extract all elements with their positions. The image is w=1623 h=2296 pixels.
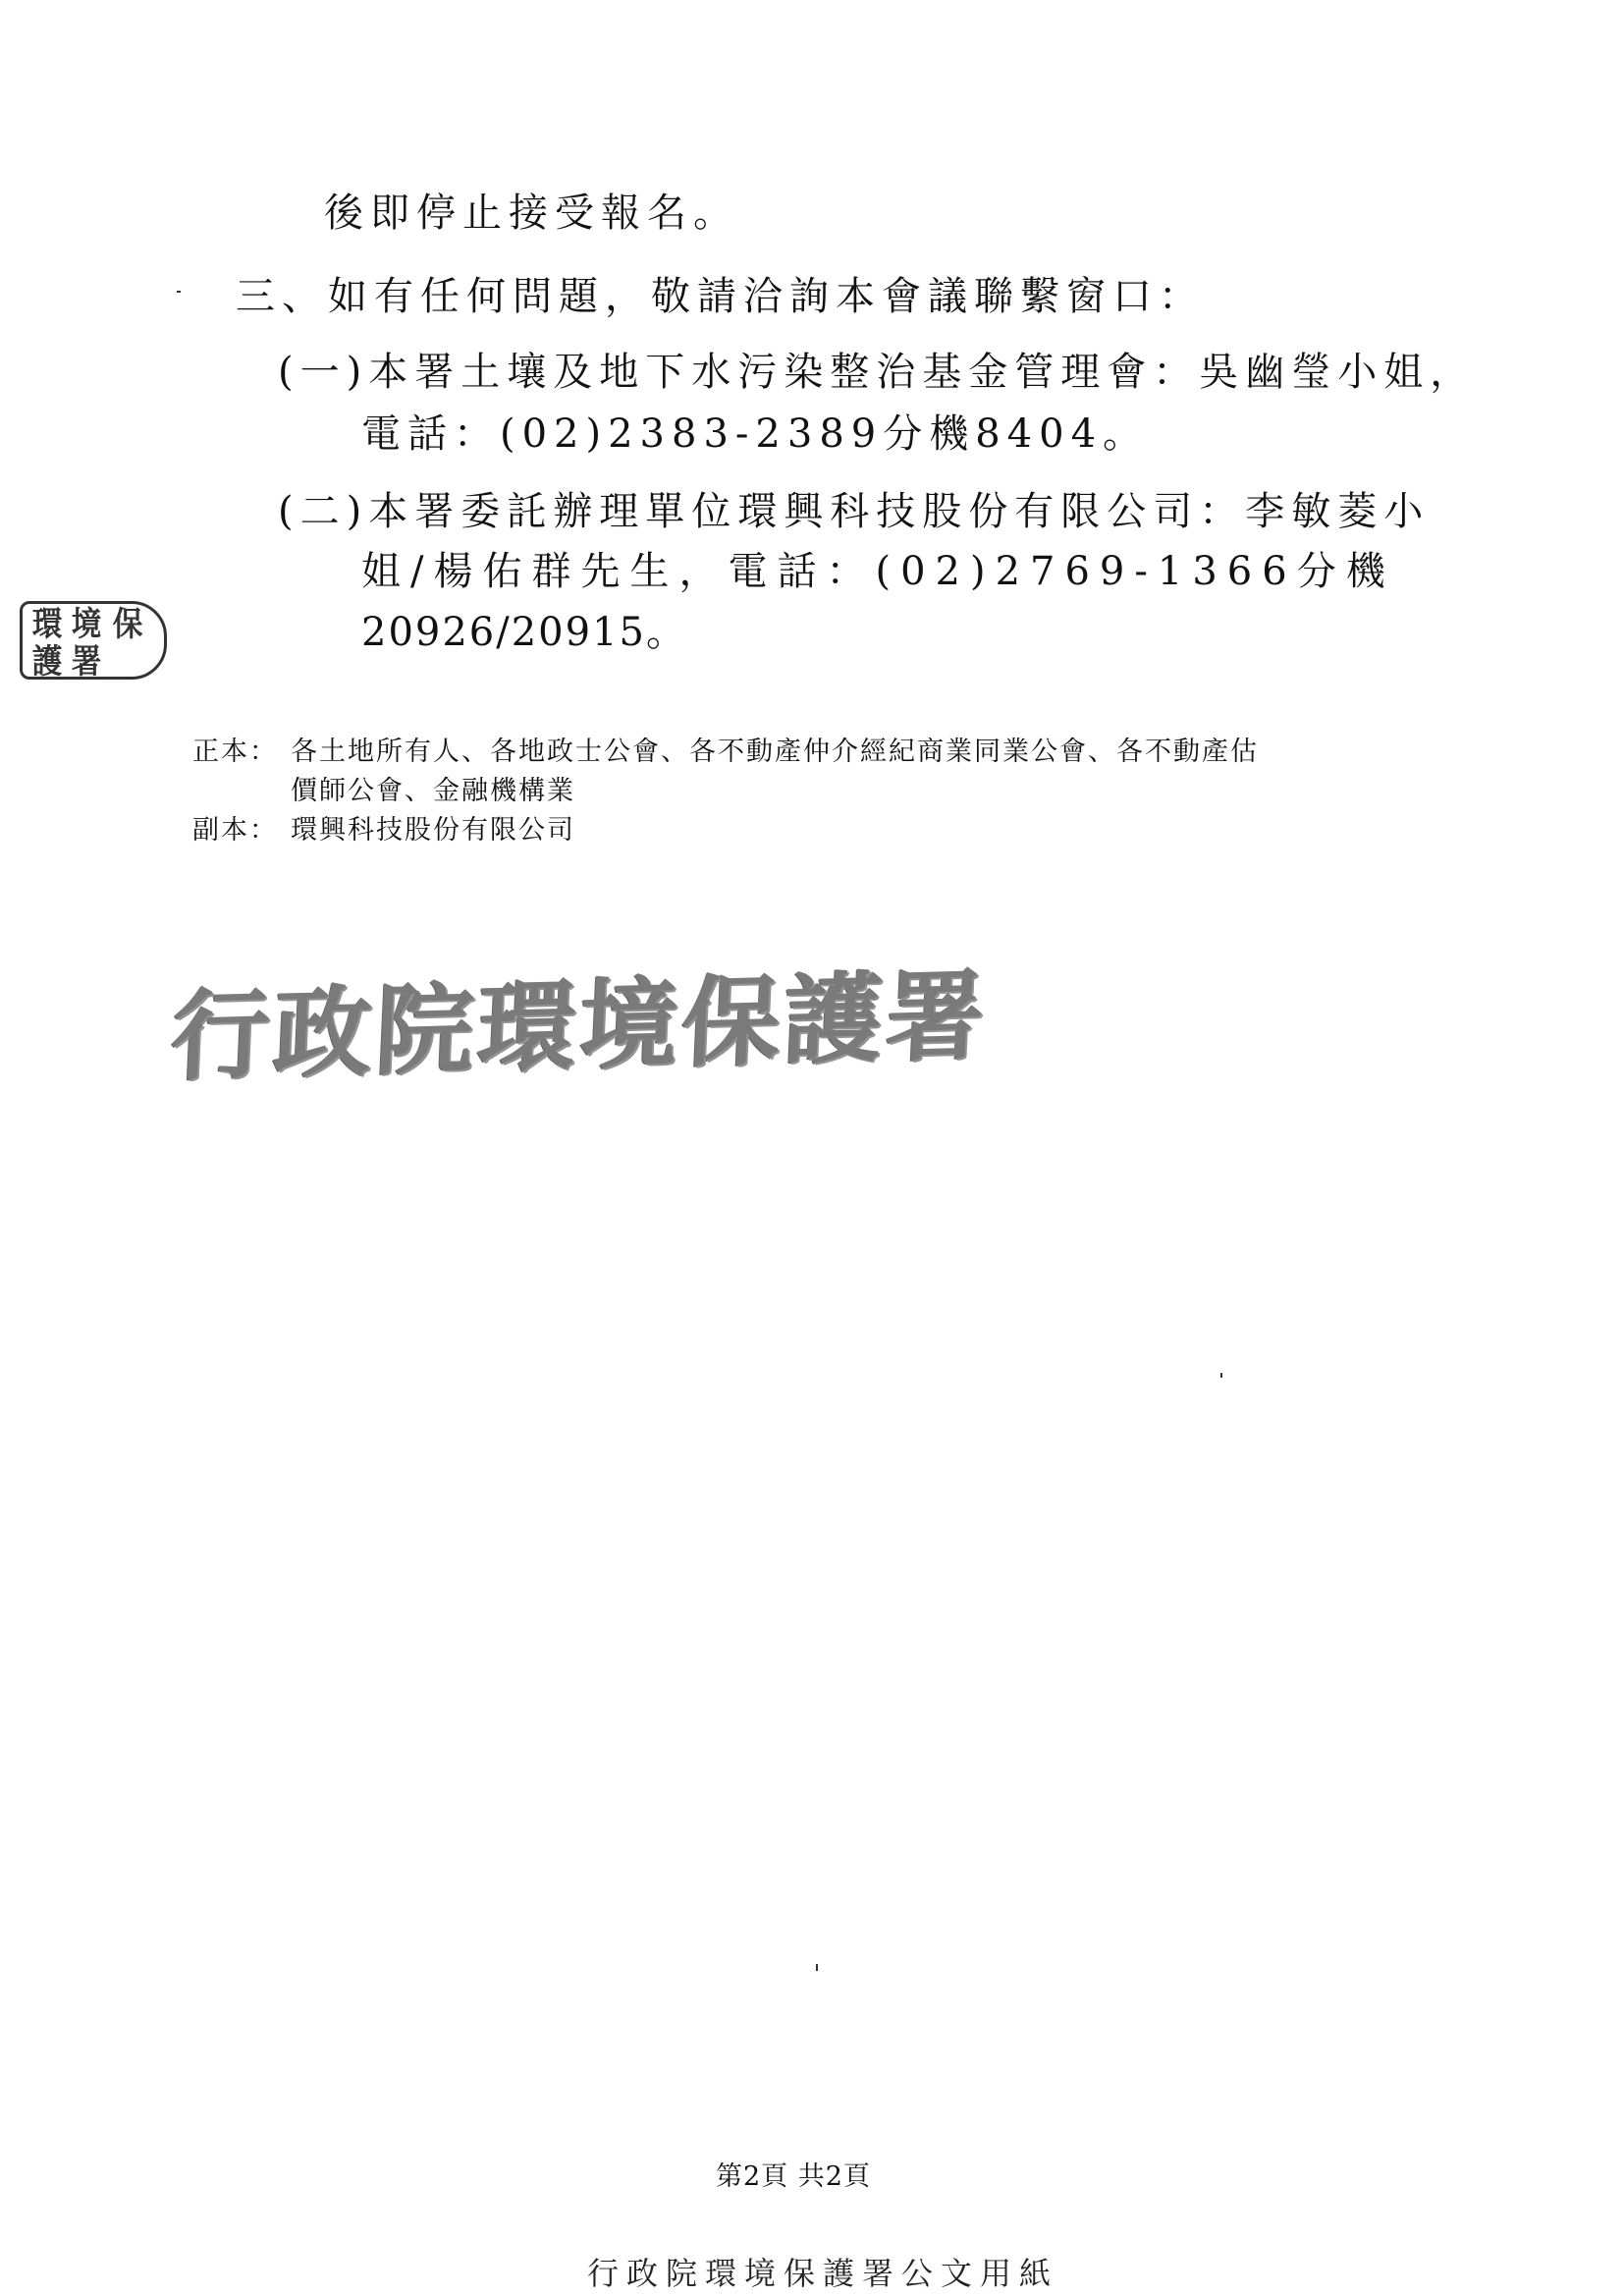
official-seal: 環 境 保 護 署 xyxy=(20,601,167,680)
continuation-line: 後即停止接受報名。 xyxy=(324,191,739,236)
letterhead-footer: 行政院環境保護署公文用紙 xyxy=(587,2255,1059,2292)
scan-speck xyxy=(177,291,181,293)
contact-two-line2: 姐/楊佑群先生，電話：(02)2769-1366分機 xyxy=(361,549,1395,594)
contact-one-line1: (一)本署土壤及地下水污染整治基金管理會：吳幽瑩小姐， xyxy=(278,350,1477,395)
contact-one-line2: 電話：(02)2383-2389分機8404。 xyxy=(361,411,1150,457)
organization-stamp: 行政院環境保護署 xyxy=(168,957,991,1095)
copy-recipients-value: 環興科技股份有限公司 xyxy=(291,815,575,846)
original-recipients-line1: 各土地所有人、各地政士公會、各不動產仲介經紀商業同業公會、各不動產估 xyxy=(291,737,1259,767)
contact-two-line3: 20926/20915。 xyxy=(361,610,687,655)
original-recipients-label: 正本： xyxy=(192,737,278,767)
item-three: 三、如有任何問題，敬請洽詢本會議聯繫窗口： xyxy=(236,274,1205,319)
copy-recipients-label: 副本： xyxy=(192,815,278,846)
scan-speck xyxy=(816,1964,818,1971)
scan-speck xyxy=(1220,1373,1222,1378)
page-number: 第2頁 共2頁 xyxy=(716,2161,871,2192)
contact-two-line1: (二)本署委託辦理單位環興科技股份有限公司：李敏菱小 xyxy=(278,489,1431,534)
original-recipients-line2: 價師公會、金融機構業 xyxy=(291,776,575,806)
